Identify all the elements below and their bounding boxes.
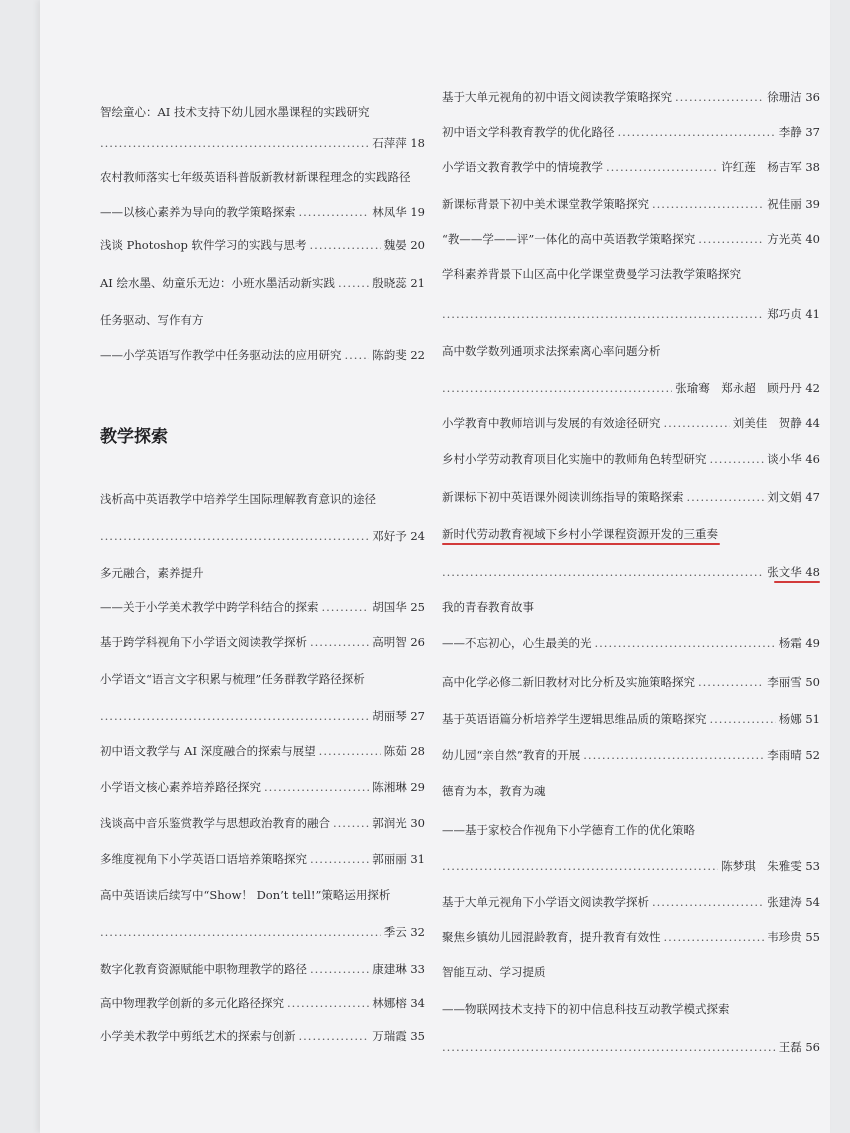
dot-leader [333, 816, 369, 830]
dot-leader [442, 565, 764, 579]
toc-entry-title: 基于大单元视角下小学语文阅读教学探析 [442, 895, 649, 909]
toc-entry-title: 智绘童心：AI 技术支持下幼儿园水墨课程的实践研究 [100, 105, 370, 119]
toc-entry [442, 895, 820, 909]
left-column [100, 0, 425, 1133]
toc-entry-author-page: 魏晏 20 [383, 238, 425, 252]
dot-leader [710, 452, 765, 466]
toc-entry [100, 348, 425, 362]
dot-leader [652, 895, 764, 909]
red-underline [442, 543, 720, 545]
toc-entry-title: 小学语文“语言文字积累与梳理”任务群教学路径探析 [100, 672, 365, 686]
toc-entry [442, 930, 820, 944]
toc-entry-title-line [100, 105, 425, 119]
dot-leader [664, 416, 730, 430]
toc-entry-author-page: 杨霜 49 [778, 636, 820, 650]
dot-leader [583, 748, 764, 762]
toc-entry-leader-line [100, 136, 425, 150]
toc-entry [100, 635, 425, 649]
toc-entry-author-page: 张建涛 54 [767, 895, 820, 909]
toc-entry-title: ——以核心素养为导向的教学策略探索 [100, 205, 296, 219]
dot-leader [322, 600, 370, 614]
toc-entry-title: 基于大单元视角的初中语文阅读教学策略探究 [442, 90, 672, 104]
toc-entry-author-page: 王磊 56 [778, 1040, 820, 1054]
toc-entry-author-page: 陈梦琪 朱雅雯 53 [721, 859, 820, 873]
dot-leader [652, 197, 764, 211]
toc-entry-author-page: 张瑜骞 郑永超 顾丹丹 42 [675, 381, 820, 395]
toc-entry [100, 238, 425, 252]
toc-entry-leader-line [442, 565, 820, 579]
toc-entry [100, 816, 425, 830]
toc-entry [442, 784, 820, 798]
dot-leader [442, 859, 718, 873]
toc-entry-author-page: 张文华 48 [767, 565, 820, 579]
toc-entry-author-page: 李静 37 [778, 125, 820, 139]
dot-leader [310, 635, 369, 649]
toc-entry-author-page: 林娜榕 34 [372, 996, 425, 1010]
toc-entry-leader-line [442, 381, 820, 395]
toc-entry [442, 712, 820, 726]
dot-leader [442, 1040, 776, 1054]
toc-entry-title: 初中语文学科教育教学的优化路径 [442, 125, 615, 139]
dot-leader [687, 490, 765, 504]
toc-entry-title: 新时代劳动教育视域下乡村小学课程资源开发的三重奏 [442, 527, 718, 541]
toc-entry [442, 675, 820, 689]
toc-entry [100, 170, 425, 184]
toc-entry-title: 多元融合，素养提升 [100, 566, 204, 580]
toc-entry-leader-line [442, 859, 820, 873]
toc-entry-title-line [100, 888, 425, 902]
toc-entry-leader-line [442, 307, 820, 321]
dot-leader [606, 160, 718, 174]
toc-entry [100, 600, 425, 614]
toc-entry-title: ——物联网技术支持下的初中信息科技互动教学模式探索 [442, 1002, 730, 1016]
toc-entry [442, 197, 820, 211]
dot-leader [618, 125, 776, 139]
toc-entry [100, 276, 425, 290]
toc-entry-author-page: 祝佳丽 39 [767, 197, 820, 211]
toc-entry-author-page: 郭丽丽 31 [372, 852, 425, 866]
dot-leader [595, 636, 776, 650]
toc-entry-title: 任务驱动、写作有方 [100, 313, 204, 327]
section-title: 教学探索 [100, 427, 168, 447]
toc-entry-leader-line [100, 709, 425, 723]
toc-entry-title: “教——学——评”一体化的高中英语教学策略探究 [442, 232, 696, 246]
toc-entry-title: 幼儿园“亲自然”教育的开展 [442, 748, 581, 762]
toc-entry [442, 125, 820, 139]
toc-entry-author-page: 陈韵斐 22 [372, 348, 425, 362]
toc-entry-author-page: 郑巧贞 41 [767, 307, 820, 321]
toc-entry-leader-line [442, 1040, 820, 1054]
toc-entry-title: 新课标背景下初中美术课堂教学策略探究 [442, 197, 649, 211]
toc-entry-title: 多维度视角下小学英语口语培养策略探究 [100, 852, 307, 866]
toc-entry [100, 313, 425, 327]
dot-leader [442, 307, 764, 321]
toc-entry-title: 小学美术教学中剪纸艺术的探索与创新 [100, 1029, 296, 1043]
toc-entry [442, 490, 820, 504]
toc-entry [442, 416, 820, 430]
toc-entry-author-page: 康建琳 33 [372, 962, 425, 976]
dot-leader [100, 709, 369, 723]
toc-entry-title: 我的青春教育故事 [442, 600, 534, 614]
toc-entry-title: 智能互动、学习提质 [442, 965, 546, 979]
toc-entry-author-page: 季云 32 [383, 925, 425, 939]
dot-leader [310, 852, 369, 866]
toc-entry [100, 852, 425, 866]
toc-entry-title: 浅析高中英语教学中培养学生国际理解教育意识的途径 [100, 492, 376, 506]
right-column [442, 0, 820, 1133]
toc-entry-author-page: 胡国华 25 [372, 600, 425, 614]
toc-entry [100, 566, 425, 580]
toc-entry [100, 962, 425, 976]
toc-entry [442, 636, 820, 650]
dot-leader [287, 996, 369, 1010]
toc-entry-author-page: 刘美佳 贺静 44 [732, 416, 820, 430]
toc-entry-author-page: 谈小华 46 [767, 452, 820, 466]
toc-entry-author-page: 杨娜 51 [778, 712, 820, 726]
toc-entry [442, 160, 820, 174]
toc-entry-title-line [100, 672, 425, 686]
toc-entry-title: 小学语文教育教学中的情境教学 [442, 160, 603, 174]
toc-entry-title: ——关于小学美术教学中跨学科结合的探索 [100, 600, 319, 614]
toc-entry [100, 205, 425, 219]
toc-entry-author-page: 刘文娟 47 [767, 490, 820, 504]
toc-entry-author-page: 陈湘琳 29 [372, 780, 425, 794]
toc-entry-author-page: 石萍萍 18 [372, 136, 425, 150]
toc-entry [100, 1029, 425, 1043]
toc-entry-author-page: 邓好予 24 [372, 529, 425, 543]
toc-entry-title: 小学语文核心素养培养路径探究 [100, 780, 261, 794]
toc-entry-title: 聚焦乡镇幼儿园混龄教育，提升教育有效性 [442, 930, 661, 944]
toc-entry-title: 高中数学数列通项求法探索离心率问题分析 [442, 344, 661, 358]
toc-entry-author-page: 韦珍贵 55 [767, 930, 820, 944]
toc-entry-author-page: 高明智 26 [372, 635, 425, 649]
toc-entry-title-line [100, 492, 425, 506]
toc-entry-title: 小学教育中教师培训与发展的有效途径研究 [442, 416, 661, 430]
toc-entry [442, 90, 820, 104]
toc-entry-title: 基于跨学科视角下小学语文阅读教学探析 [100, 635, 307, 649]
toc-entry-title: 浅谈 Photoshop 软件学习的实践与思考 [100, 238, 307, 252]
toc-entry-title-line [442, 823, 820, 837]
toc-entry-title: ——基于家校合作视角下小学德育工作的优化策略 [442, 823, 695, 837]
toc-entry [100, 996, 425, 1010]
dot-leader [698, 675, 764, 689]
dot-leader [442, 381, 672, 395]
toc-entry-author-page: 李丽雪 50 [767, 675, 820, 689]
dot-leader [299, 205, 370, 219]
dot-leader [264, 780, 369, 794]
toc-entry-title-line [442, 344, 820, 358]
toc-entry-author-page: 方光英 40 [767, 232, 820, 246]
dot-leader [100, 136, 369, 150]
toc-entry-author-page: 陈茹 28 [383, 744, 425, 758]
toc-entry-title: 浅谈高中音乐鉴赏教学与思想政治教育的融合 [100, 816, 330, 830]
toc-entry [100, 780, 425, 794]
toc-entry-title-line [442, 1002, 820, 1016]
toc-entry-title: ——小学英语写作教学中任务驱动法的应用研究 [100, 348, 342, 362]
toc-entry [442, 748, 820, 762]
dot-leader [319, 744, 381, 758]
dot-leader [345, 348, 370, 362]
toc-entry-author-page: 郭润光 30 [372, 816, 425, 830]
dot-leader [310, 962, 369, 976]
toc-entry-author-page: 徐珊洁 36 [767, 90, 820, 104]
dot-leader [100, 925, 381, 939]
toc-entry-title-line [442, 527, 820, 541]
toc-entry-title: 新课标下初中英语课外阅读训练指导的策略探索 [442, 490, 684, 504]
toc-entry-title: 高中物理教学创新的多元化路径探究 [100, 996, 284, 1010]
toc-entry-title: 高中英语读后续写中“Show！ Don’t tell!”策略运用探析 [100, 888, 391, 902]
table-of-contents-page [40, 0, 830, 1133]
toc-entry [442, 600, 820, 614]
toc-entry-author-page: 殷晓蕊 21 [372, 276, 425, 290]
toc-entry-author-page: 李雨晴 52 [767, 748, 820, 762]
dot-leader [310, 238, 381, 252]
toc-entry-title: 基于英语语篇分析培养学生逻辑思维品质的策略探究 [442, 712, 707, 726]
toc-entry-title: 德育为本，教育为魂 [442, 784, 546, 798]
toc-entry-title: 数字化教育资源赋能中职物理教学的路径 [100, 962, 307, 976]
dot-leader [664, 930, 765, 944]
dot-leader [299, 1029, 370, 1043]
toc-entry [442, 452, 820, 466]
toc-entry-title: ——不忘初心，心生最美的光 [442, 636, 592, 650]
toc-entry-author-page: 林凤华 19 [372, 205, 425, 219]
toc-entry-title: 高中化学必修二新旧教材对比分析及实施策略探究 [442, 675, 695, 689]
toc-entry-title-line [442, 267, 820, 281]
red-underline [774, 581, 820, 583]
toc-entry-title: 乡村小学劳动教育项目化实施中的教师角色转型研究 [442, 452, 707, 466]
toc-entry-title: 初中语文教学与 AI 深度融合的探索与展望 [100, 744, 316, 758]
dot-leader [710, 712, 776, 726]
toc-entry [100, 744, 425, 758]
toc-entry [442, 232, 820, 246]
toc-entry-leader-line [100, 925, 425, 939]
toc-entry-leader-line [100, 529, 425, 543]
toc-entry-title: 农村教师落实七年级英语科普版新教材新课程理念的实践路径 [100, 170, 411, 184]
dot-leader [675, 90, 764, 104]
dot-leader [698, 232, 764, 246]
toc-entry-title: AI 绘水墨、幼童乐无边：小班水墨活动新实践 [100, 276, 336, 290]
toc-entry-title: 学科素养背景下山区高中化学课堂费曼学习法教学策略探究 [442, 267, 741, 281]
toc-entry-author-page: 胡丽琴 27 [372, 709, 425, 723]
dot-leader [338, 276, 369, 290]
toc-entry-author-page: 万瑞霞 35 [372, 1029, 425, 1043]
toc-entry [442, 965, 820, 979]
toc-entry-author-page: 许红莲 杨吉军 38 [721, 160, 820, 174]
dot-leader [100, 529, 369, 543]
